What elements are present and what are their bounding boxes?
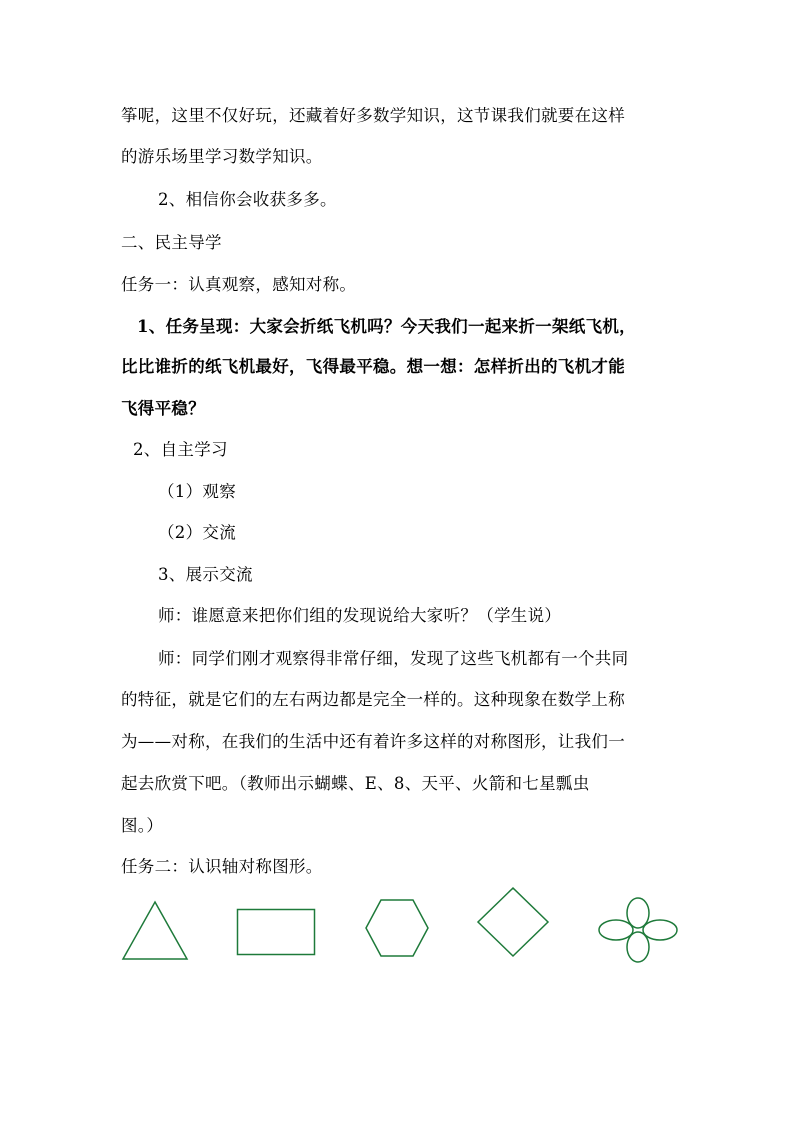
paragraph-line: 起去欣赏下吧。（教师出示蝴蝶、E、8、天平、火箭和七星瓢虫 bbox=[121, 774, 590, 793]
sub-item-line: （2）交流 bbox=[158, 523, 236, 542]
paragraph-line: 筝呢，这里不仅好玩，还藏着好多数学知识，这节课我们就要在这样 bbox=[121, 106, 625, 125]
paragraph-line-bold: 1、任务呈现：大家会折纸飞机吗？今天我们一起来折一架纸飞机， bbox=[137, 317, 636, 336]
task-heading: 任务二：认识轴对称图形。 bbox=[121, 857, 323, 876]
paragraph-line-bold: 比比谁折的纸飞机最好，飞得最平稳。想一想：怎样折出的飞机才能 bbox=[121, 357, 625, 376]
paragraph-line: 的游乐场里学习数学知识。 bbox=[121, 147, 323, 166]
symmetric-shapes-row bbox=[110, 880, 690, 980]
sub-item-line: （1）观察 bbox=[158, 482, 236, 501]
paragraph-line: 为——对称，在我们的生活中还有着许多这样的对称图形，让我们一 bbox=[121, 732, 625, 751]
paragraph-line: 师：同学们刚才观察得非常仔细，发现了这些飞机都有一个共同 bbox=[158, 649, 629, 668]
list-item-line: 3、展示交流 bbox=[158, 565, 253, 584]
hexagon-shape bbox=[364, 898, 430, 958]
paragraph-line: 的特征，就是它们的左右两边都是完全一样的。这种现象在数学上称 bbox=[121, 690, 625, 709]
rectangle-shape bbox=[236, 908, 318, 958]
section-heading: 二、民主导学 bbox=[121, 233, 222, 252]
task-heading: 任务一：认真观察，感知对称。 bbox=[121, 275, 357, 294]
diamond-shape bbox=[476, 886, 550, 958]
list-item-line: 2、相信你会收获多多。 bbox=[158, 190, 337, 209]
paragraph-line: 师：谁愿意来把你们组的发现说给大家听？（学生说） bbox=[158, 606, 562, 625]
paragraph-line: 图。） bbox=[121, 816, 164, 835]
list-item-line: 2、自主学习 bbox=[133, 440, 228, 459]
four-petal-flower-shape bbox=[596, 896, 680, 964]
triangle-shape bbox=[120, 900, 190, 962]
paragraph-line-bold: 飞得平稳？ bbox=[121, 399, 205, 418]
